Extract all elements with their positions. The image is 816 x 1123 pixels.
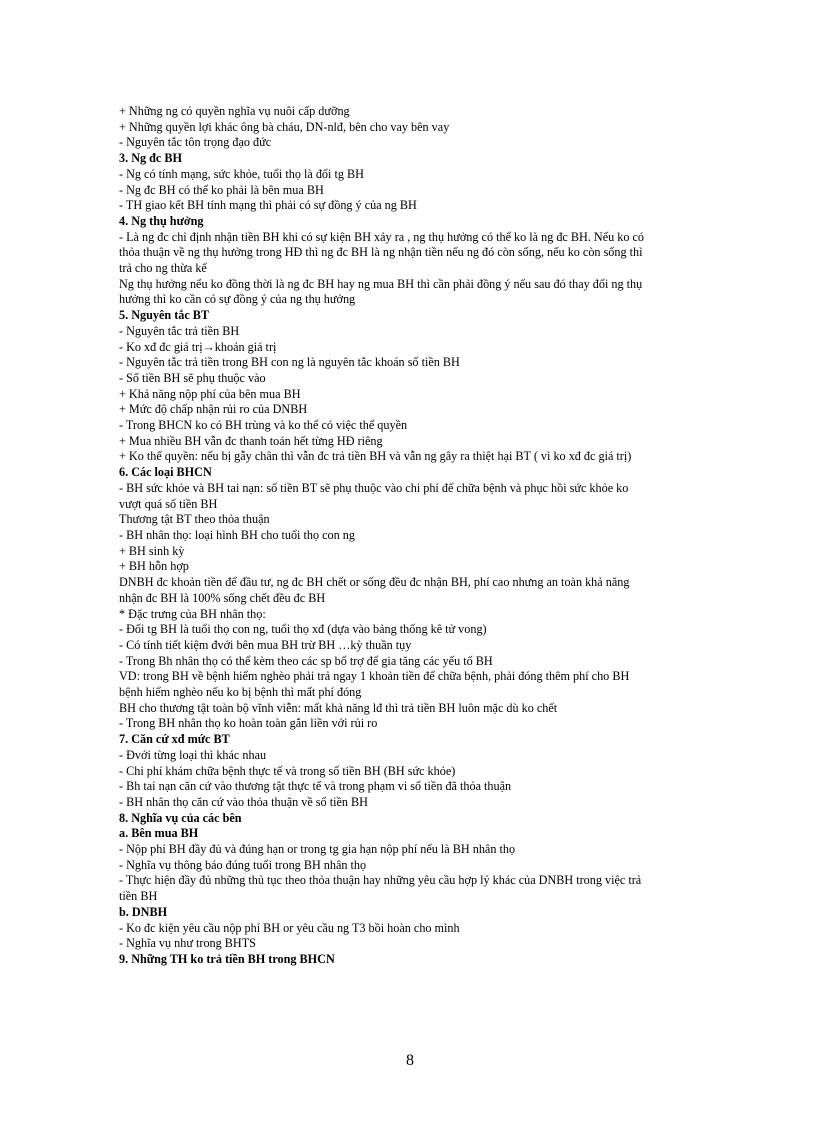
section-heading: 4. Ng thụ hưởng <box>119 213 204 228</box>
text-line: - BH sức khỏe và BH tai nạn: số tiền BT sẽ phụ thuộc vào chi phí để chữa bệnh và phục hồi sức khỏe ko <box>119 480 629 495</box>
section-heading: 8. Nghĩa vụ của các bên <box>119 810 242 825</box>
text-line: + Mua nhiều BH vẫn đc thanh toán hết từng HĐ riêng <box>119 433 383 448</box>
text-line: - Chi phí khám chữa bệnh thực tế và trong số tiền BH (BH sức khỏe) <box>119 763 456 778</box>
text-line: - Đối tg BH là tuổi thọ con ng, tuổi thọ xđ (dựa vào bảng thống kê tử vong) <box>119 622 487 637</box>
text-line: - Ng đc BH có thể ko phải là bên mua BH <box>119 182 324 197</box>
section-heading: 7. Căn cứ xđ mức BT <box>119 732 230 747</box>
text-line: - Bh tai nạn căn cứ vào thương tật thực tế và trong phạm vi số tiền đã thỏa thuận <box>119 779 512 794</box>
text-line: * Đặc trưng của BH nhân thọ: <box>119 606 266 621</box>
text-line: trả cho ng thừa kế <box>119 261 207 276</box>
text-line: + Những ng có quyền nghĩa vụ nuôi cấp dưỡng <box>119 104 350 118</box>
text-line: + Khả năng nộp phí của bên mua BH <box>119 386 301 401</box>
text-line: + Những quyền lợi khác ông bà cháu, DN-nlđ, bên cho vay bên vay <box>119 119 450 134</box>
text-line: - Trong BHCN ko có BH trùng và ko thể có việc thế quyền <box>119 418 408 433</box>
text-line: bệnh hiểm nghèo nếu ko bị bệnh thì mất phí đóng <box>119 685 362 700</box>
text-line: hưởng thì ko cần có sự đồng ý của ng thụ hưởng <box>119 292 356 307</box>
text-line: BH cho thương tật toàn bộ vĩnh viễn: mất khả năng lđ thì trả tiền BH luôn mặc dù ko chết <box>119 700 558 715</box>
section-heading: 6. Các loại BHCN <box>119 465 212 480</box>
text-line: - Ko xđ đc giá trị→khoản giá trị <box>119 339 277 354</box>
text-line: + BH sinh kỳ <box>119 543 185 558</box>
document-body <box>119 104 704 968</box>
text-line: - Là ng đc chỉ định nhận tiền BH khi có sự kiện BH xảy ra , ng thụ hưởng có thể ko là ng đc BH. Nếu ko có <box>119 229 644 244</box>
text-line: - BH nhân thọ căn cứ vào thỏa thuận về số tiền BH <box>119 794 368 809</box>
text-line: - Số tiền BH sẽ phụ thuộc vào <box>119 370 266 385</box>
text-line: nhận đc BH là 100% sống chết đều đc BH <box>119 590 326 605</box>
text-line: - Có tính tiết kiệm đvới bên mua BH trừ BH …kỳ thuần tụy <box>119 637 412 652</box>
section-heading: 9. Những TH ko trả tiền BH trong BHCN <box>119 951 335 966</box>
text-line: - Nghĩa vụ thông báo đúng tuổi trong BH nhân thọ <box>119 857 367 872</box>
text-line: + BH hỗn hợp <box>119 559 189 574</box>
text-line: - Trong Bh nhân thọ có thể kèm theo các sp bổ trợ để gia tăng các yếu tố BH <box>119 653 493 668</box>
text-line: + Ko thế quyền: nếu bị gẫy chân thì vẫn đc trả tiền BH và vẫn ng gây ra thiệt hại BT ( vì ko xđ đc giá trị) <box>119 449 632 464</box>
text-line: - Nguyên tắc trả tiền trong BH con ng là nguyên tắc khoán số tiền BH <box>119 355 460 370</box>
text-line: Ng thụ hưởng nếu ko đồng thời là ng đc BH hay ng mua BH thì cần phải đồng ý nếu sau đó thay đổi ng thụ <box>119 276 643 291</box>
text-line: - Trong BH nhân thọ ko hoàn toàn gắn liền với rủi ro <box>119 716 378 731</box>
text-line: - Đvới từng loại thì khác nhau <box>119 747 267 762</box>
text-line: - Thực hiện đầy đủ những thủ tục theo thỏa thuận hay những yêu cầu hợp lý khác của DNBH trong việc trả <box>119 873 642 888</box>
section-heading: 3. Ng đc BH <box>119 151 182 166</box>
section-heading: 5. Nguyên tắc BT <box>119 308 210 323</box>
text-line: - BH nhân thọ: loại hình BH cho tuổi thọ con ng <box>119 527 355 542</box>
text-line: thỏa thuận về ng thụ hưởng trong HĐ thì ng đc BH là ng nhận tiền nếu ng đó còn sống, nếu ko còn sống thì <box>119 245 643 260</box>
text-line: - TH giao kết BH tính mạng thì phải có sự đồng ý của ng BH <box>119 198 417 213</box>
text-line: - Nguyên tắc tôn trọng đạo đức <box>119 135 272 150</box>
text-line: DNBH đc khoản tiền để đầu tư, ng đc BH chết or sống đều đc nhận BH, phí cao nhưng an toàn khả năng <box>119 575 630 590</box>
text-line: + Mức độ chấp nhận rủi ro của DNBH <box>119 402 308 417</box>
text-line: vượt quá số tiền BH <box>119 496 218 511</box>
text-line: - Nguyên tắc trả tiền BH <box>119 323 240 338</box>
text-line: - Ng có tính mạng, sức khỏe, tuổi thọ là đối tg BH <box>119 166 364 181</box>
section-heading: a. Bên mua BH <box>119 826 199 841</box>
text-line: tiền BH <box>119 889 158 904</box>
text-line: - Nghĩa vụ như trong BHTS <box>119 936 256 951</box>
page-number: 8 <box>406 1052 414 1069</box>
text-line: VD: trong BH về bệnh hiểm nghèo phải trả ngay 1 khoản tiền để chữa bệnh, phải đóng thêm phí cho BH <box>119 669 630 684</box>
section-heading: b. DNBH <box>119 904 168 919</box>
text-line: - Nộp phí BH đầy đủ và đúng hạn or trong tg gia hạn nộp phí nếu là BH nhân thọ <box>119 842 516 857</box>
text-line: - Ko đc kiện yêu cầu nộp phí BH or yêu cầu ng T3 bồi hoàn cho mình <box>119 920 460 935</box>
text-line: Thương tật BT theo thỏa thuận <box>119 512 270 527</box>
